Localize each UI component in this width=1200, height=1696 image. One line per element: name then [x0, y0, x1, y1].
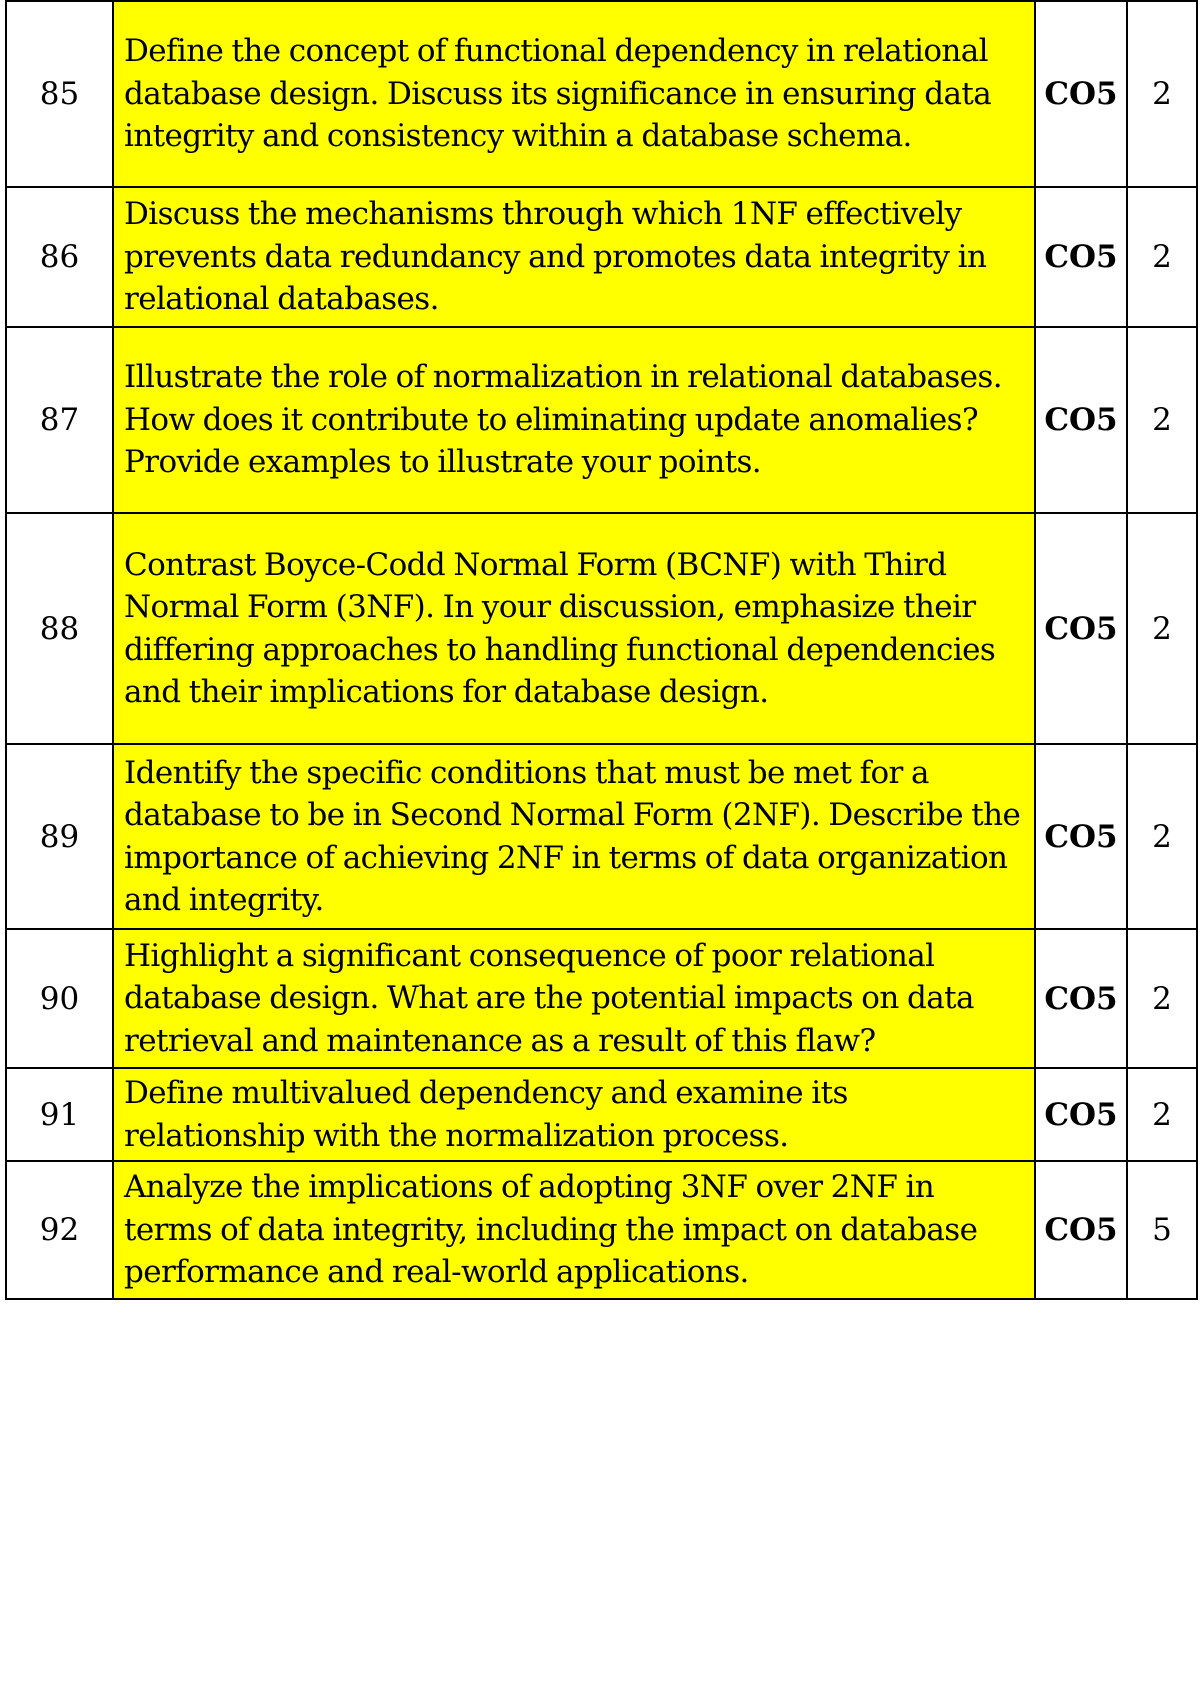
table-row	[6, 1161, 1197, 1299]
marks: 2	[1127, 187, 1197, 327]
course-outcome: CO5	[1035, 327, 1127, 513]
table-row	[6, 929, 1197, 1068]
table-row	[6, 187, 1197, 327]
table-row	[6, 1, 1197, 187]
question-text: Contrast Boyce-Codd Normal Form (BCNF) with Third Normal Form (3NF). In your discussion, emphasize their differing approaches to handling functional dependencies and their implications for database design.	[113, 513, 1035, 744]
marks: 2	[1127, 929, 1197, 1068]
question-text: Define the concept of functional dependency in relational database design. Discuss its significance in ensuring data integrity and consistency within a database schema.	[113, 1, 1035, 187]
course-outcome: CO5	[1035, 929, 1127, 1068]
table-row	[6, 744, 1197, 929]
question-number: 90	[6, 929, 113, 1068]
question-text: Discuss the mechanisms through which 1NF effectively prevents data redundancy and promotes data integrity in relational databases.	[113, 187, 1035, 327]
marks: 2	[1127, 1, 1197, 187]
table-row	[6, 327, 1197, 513]
course-outcome: CO5	[1035, 1068, 1127, 1161]
marks: 2	[1127, 327, 1197, 513]
marks: 2	[1127, 513, 1197, 744]
question-text: Illustrate the role of normalization in relational databases. How does it contribute to eliminating update anomalies? Provide examples to illustrate your points.	[113, 327, 1035, 513]
course-outcome: CO5	[1035, 187, 1127, 327]
question-table	[5, 0, 1198, 1300]
marks: 2	[1127, 744, 1197, 929]
question-text: Analyze the implications of adopting 3NF over 2NF in terms of data integrity, including the impact on database performance and real-world applications.	[113, 1161, 1035, 1299]
marks: 5	[1127, 1161, 1197, 1299]
question-number: 88	[6, 513, 113, 744]
table-row	[6, 1068, 1197, 1161]
course-outcome: CO5	[1035, 1161, 1127, 1299]
course-outcome: CO5	[1035, 1, 1127, 187]
question-number: 87	[6, 327, 113, 513]
question-number: 86	[6, 187, 113, 327]
question-number: 91	[6, 1068, 113, 1161]
question-text: Define multivalued dependency and examine its relationship with the normalization process.	[113, 1068, 1035, 1161]
table-row	[6, 513, 1197, 744]
question-text: Identify the specific conditions that must be met for a database to be in Second Normal Form (2NF). Describe the importance of achieving 2NF in terms of data organization and integrity.	[113, 744, 1035, 929]
question-text: Highlight a significant consequence of poor relational database design. What are the potential impacts on data retrieval and maintenance as a result of this flaw?	[113, 929, 1035, 1068]
marks: 2	[1127, 1068, 1197, 1161]
course-outcome: CO5	[1035, 513, 1127, 744]
question-number: 85	[6, 1, 113, 187]
question-number: 92	[6, 1161, 113, 1299]
course-outcome: CO5	[1035, 744, 1127, 929]
question-number: 89	[6, 744, 113, 929]
